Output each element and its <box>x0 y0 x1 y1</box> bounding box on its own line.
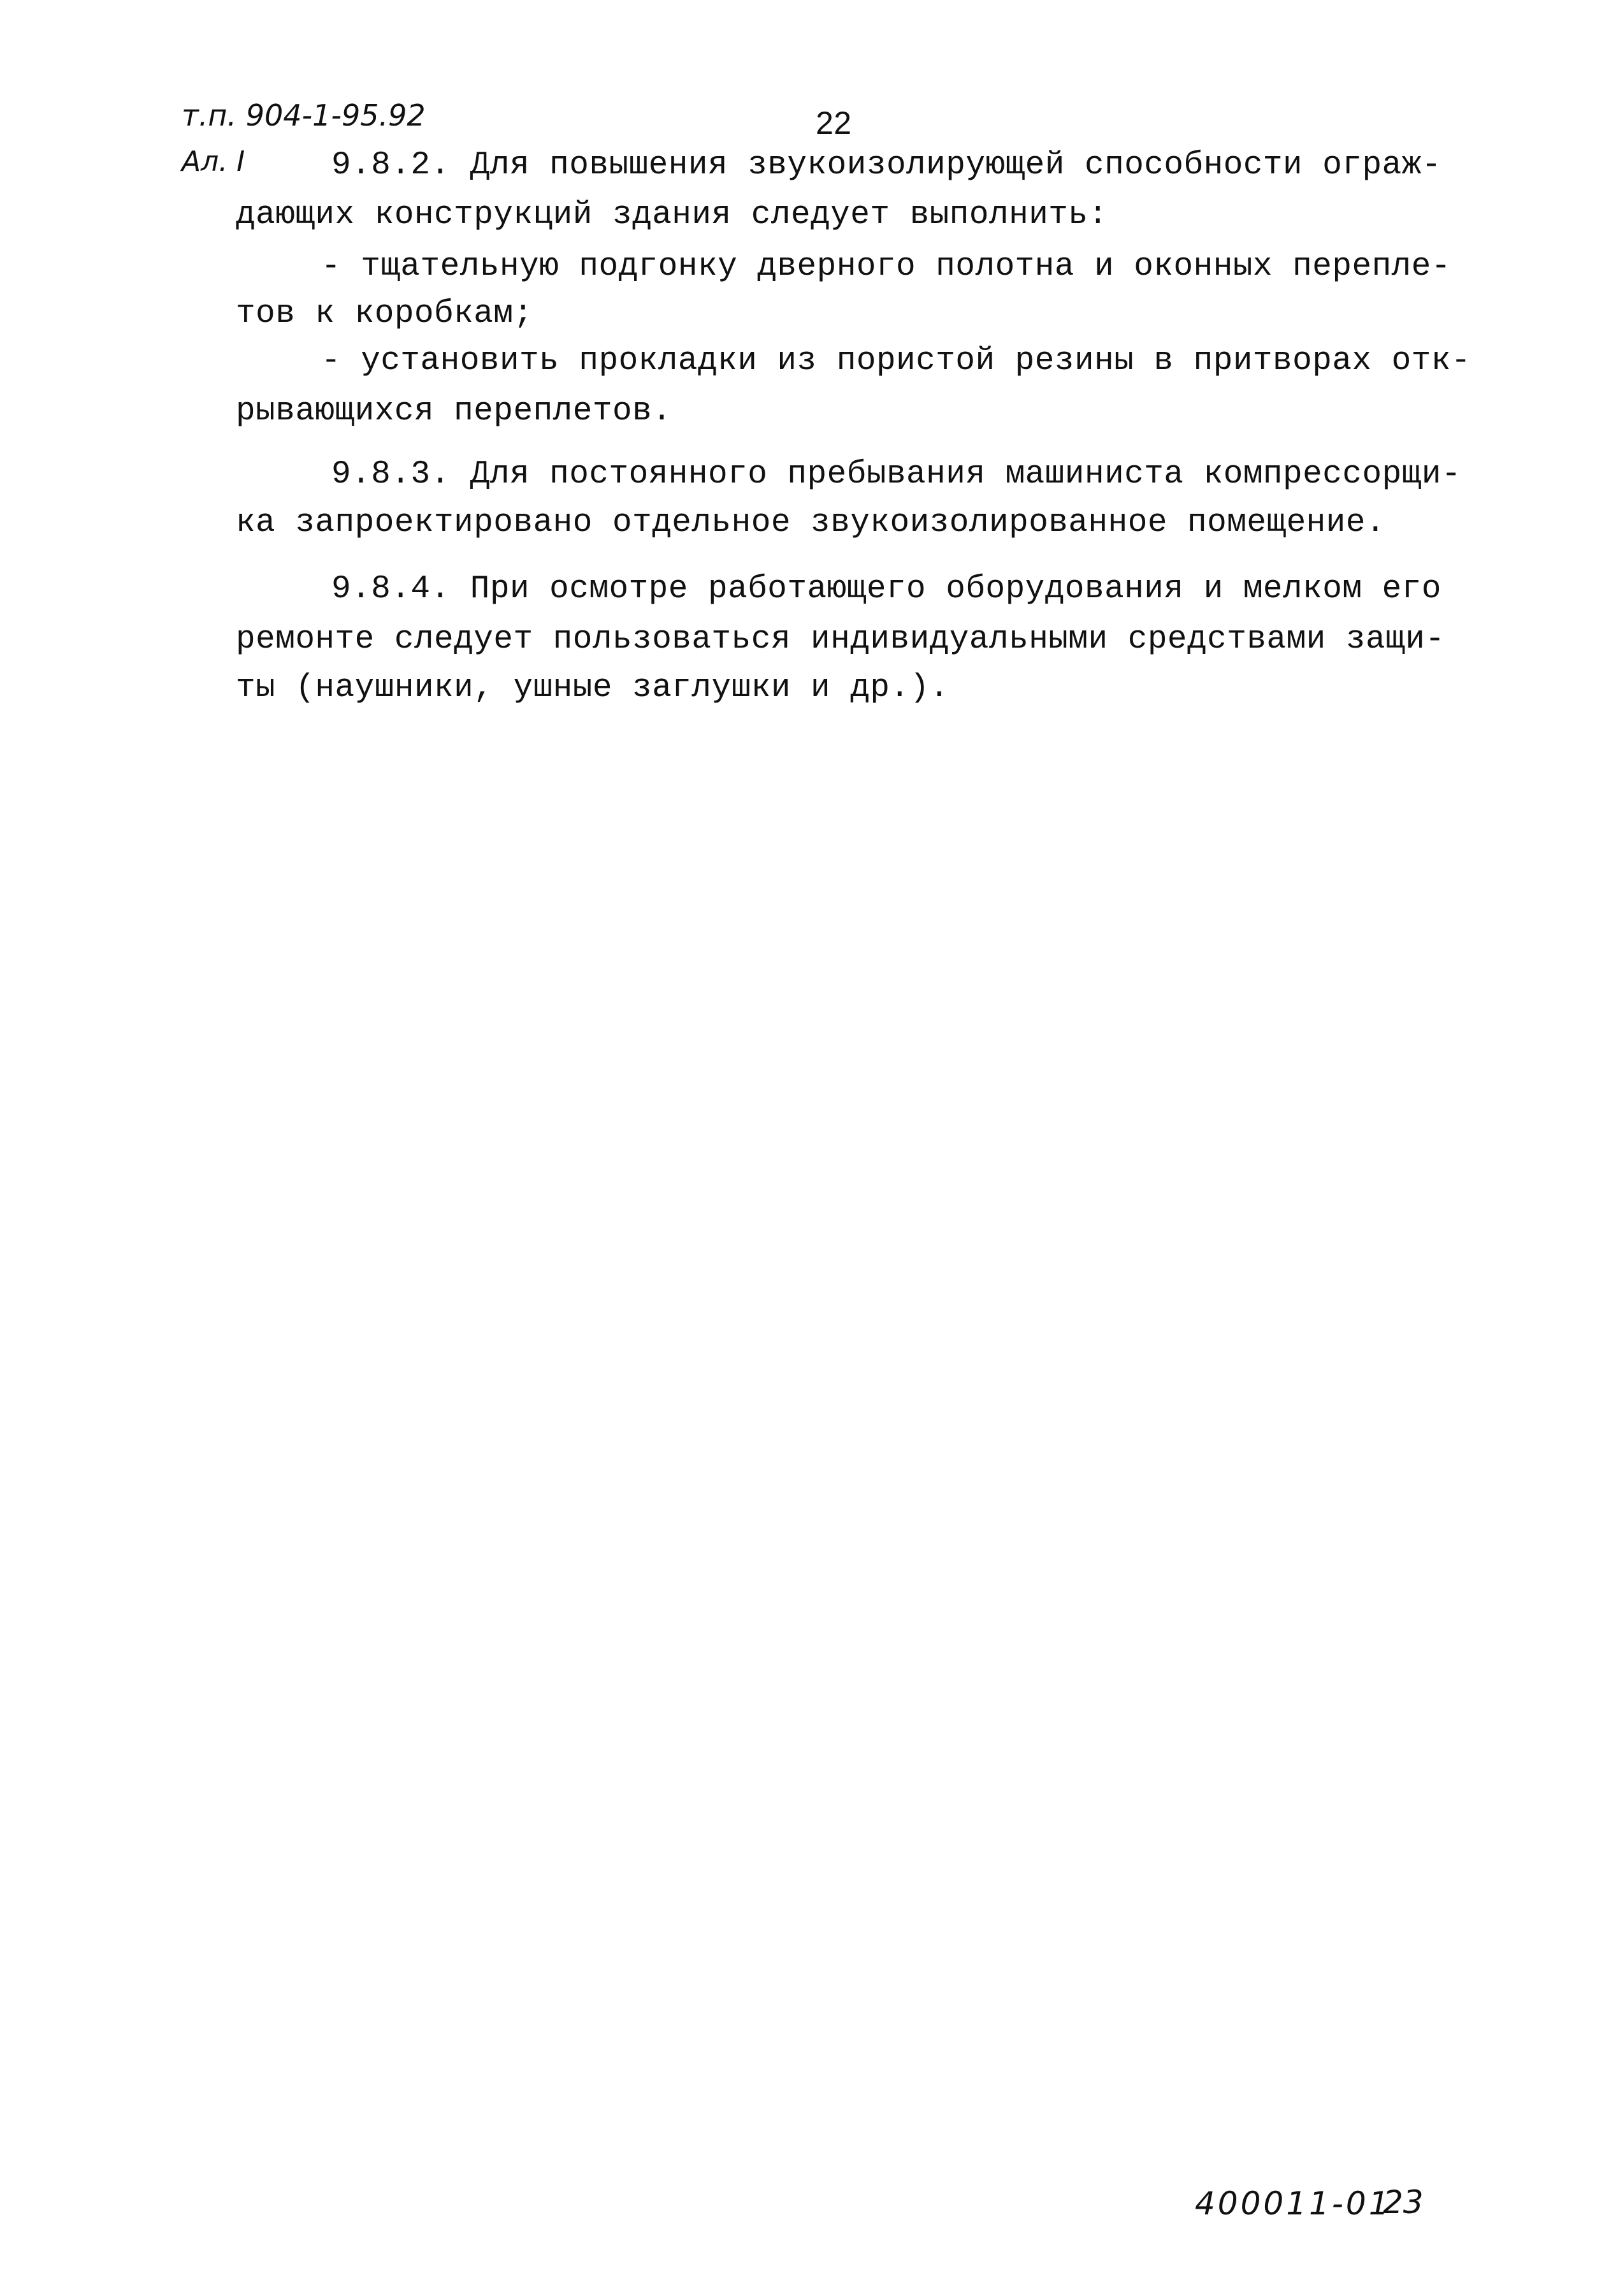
project-code: т.п. 904-1-95.92 <box>182 98 426 133</box>
page-number: 22 <box>816 105 852 141</box>
footer-sheet-number: 23 <box>1383 2184 1424 2221</box>
text-line: 9.8.4. При осмотре работающего оборудования и мелком его <box>331 571 1441 607</box>
text-line: - установить прокладки из пористой резины в притворах отк- <box>321 343 1471 379</box>
text-line: 9.8.2. Для повышения звукоизолирующей способности ограж- <box>331 147 1441 184</box>
text-line: - тщательную подгонку дверного полотна и оконных перепле- <box>321 249 1451 285</box>
text-line: ремонте следует пользоваться индивидуальными средствами защи- <box>236 621 1445 658</box>
text-line: дающих конструкций здания следует выполнить: <box>236 197 1108 233</box>
album-label: Ал. I <box>182 145 245 178</box>
text-line: ка запроектировано отдельное звукоизолированное помещение. <box>236 505 1386 541</box>
text-line: тов к коробкам; <box>236 296 533 332</box>
text-line: 9.8.3. Для постоянного пребывания машиниста компрессорщи- <box>331 456 1461 493</box>
footer-doc-code: 400011-01 <box>1195 2185 1392 2222</box>
text-line: рывающихся переплетов. <box>236 393 672 430</box>
text-line: ты (наушники, ушные заглушки и др.). <box>236 670 950 706</box>
